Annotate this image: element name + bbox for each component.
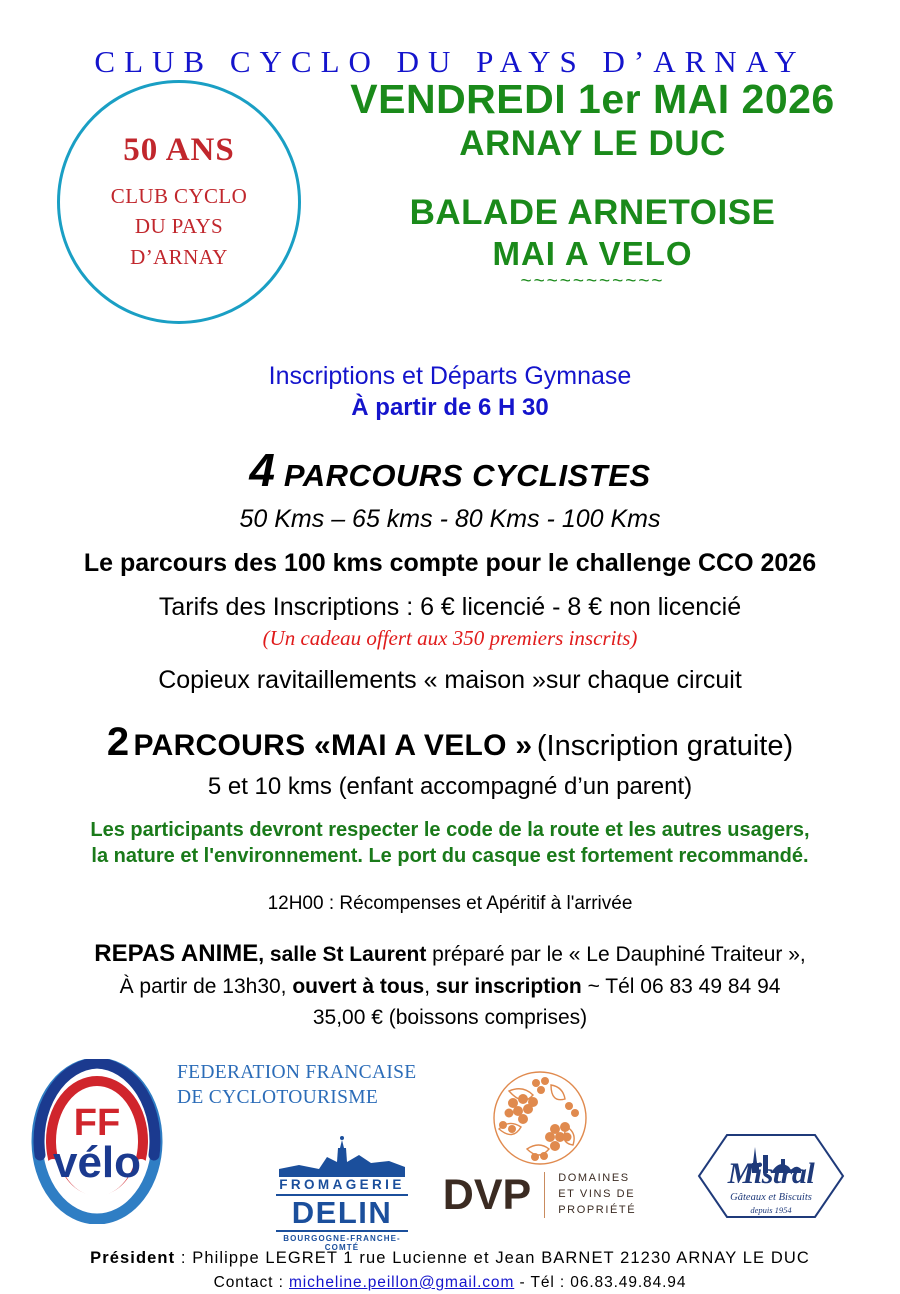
meal-price: 35,00 € (boissons comprises)	[312, 1005, 588, 1029]
mai-a-velo-count: 2	[106, 719, 130, 764]
dvp-tagline	[558, 1171, 636, 1219]
meal-comma: ,	[424, 975, 436, 999]
safety-rules-line-2: la nature et l'environnement. Le port du casque est fortement recommandé.	[91, 844, 809, 867]
footer-contact-line	[0, 1271, 900, 1294]
meal-info	[14, 937, 886, 1033]
meal-time: À partir de 13h30,	[119, 975, 293, 999]
event-subname: MAI A VELO	[492, 234, 693, 272]
delin-building-icon	[279, 1135, 405, 1177]
headline-block	[285, 77, 900, 291]
dvp-grapes-icon	[479, 1069, 601, 1167]
ffvelo-icon	[30, 1059, 165, 1224]
meal-open: ouvert à tous	[292, 975, 425, 999]
ffvelo-logo	[30, 1059, 165, 1224]
federation-name	[177, 1061, 416, 1111]
contact-phone: - Tél : 06.83.49.84.94	[514, 1273, 687, 1291]
dvp-divider	[544, 1172, 545, 1218]
anniversary-badge	[57, 80, 301, 324]
mistral-logo	[697, 1133, 845, 1219]
meal-line-1	[14, 937, 886, 972]
mistral-name: Mistral	[727, 1157, 815, 1191]
cyclist-routes-heading	[14, 443, 886, 496]
contact-label: Contact :	[213, 1273, 289, 1291]
badge-line-2: DU PAYS	[134, 214, 224, 239]
president-details: : Philippe LEGRET 1 rue Lucienne et Jean BARNET 21230 ARNAY LE DUC	[175, 1249, 810, 1268]
footer-president-line	[0, 1246, 900, 1271]
dvp-mark: DVP	[442, 1170, 532, 1219]
president-label: Président	[90, 1249, 176, 1268]
mai-a-velo-free: (Inscription gratuite)	[536, 729, 794, 762]
safety-rules-line-1: Les participants devront respecter le code de la route et les autres usagers,	[90, 818, 810, 841]
hero-section	[0, 77, 900, 347]
registration-fees: Tarifs des Inscriptions : 6 € licencié - 8 € non licencié	[158, 592, 742, 621]
poster-footer	[0, 1246, 900, 1294]
meal-signup: sur inscription	[435, 975, 582, 999]
delin-top-text: FROMAGERIE	[279, 1177, 405, 1193]
meal-title: REPAS ANIME	[94, 940, 259, 968]
mistral-year: depuis 1954	[750, 1204, 792, 1215]
dvp-tagline-line-2: ET VINS DE	[558, 1188, 636, 1201]
badge-line-1: CLUB CYCLO	[110, 183, 248, 208]
mai-a-velo-heading	[14, 720, 886, 764]
mistral-tagline	[697, 1191, 845, 1216]
mai-a-velo-label: PARCOURS «MAI A VELO »	[133, 728, 533, 762]
dvp-tagline-line-1: DOMAINES	[558, 1172, 630, 1185]
meal-line-2	[14, 972, 886, 1002]
poster-body	[0, 361, 900, 1033]
badge-line-3: D’ARNAY	[130, 244, 228, 269]
cyclist-routes-count: 4	[249, 443, 275, 496]
meal-caterer: préparé par le « Le Dauphiné Traiteur »,	[426, 943, 806, 967]
awards-time: 12H00 : Récompenses et Apéritif à l'arrivée	[267, 892, 633, 914]
event-name: BALADE ARNETOISE	[409, 193, 776, 233]
sponsor-logos-row	[0, 1047, 900, 1252]
meal-phone: ~ Tél 06 83 49 84 94	[581, 975, 781, 999]
challenge-note: Le parcours des 100 kms compte pour le challenge CCO 2026	[83, 548, 817, 577]
registration-location: Inscriptions et Départs Gymnase	[268, 362, 632, 390]
event-date: VENDREDI 1er MAI 2026	[350, 76, 835, 122]
contact-email-link[interactable]: micheline.peillon@gmail.com	[289, 1273, 515, 1291]
cyclist-routes-label: PARCOURS CYCLISTES	[283, 457, 651, 493]
gift-note: (Un cadeau offert aux 350 premiers inscrits)	[262, 625, 638, 650]
dvp-wordmark-row	[437, 1171, 642, 1219]
mai-a-velo-distances: 5 et 10 kms (enfant accompagné d’un parent)	[207, 772, 693, 800]
event-city: ARNAY LE DUC	[459, 123, 726, 163]
refreshments-note: Copieux ravitaillements « maison »sur chaque circuit	[158, 665, 742, 694]
cyclist-routes-distances: 50 Kms – 65 kms - 80 Kms - 100 Kms	[239, 504, 661, 533]
delin-region: BOURGOGNE-FRANCHE-COMTÉ	[283, 1233, 401, 1252]
federation-line-2: DE CYCLOTOURISME	[177, 1087, 379, 1109]
club-header-title: CLUB CYCLO DU PAYS D’ARNAY	[94, 44, 806, 79]
badge-title: 50 ANS	[123, 131, 235, 168]
dvp-logo	[437, 1069, 642, 1219]
wave-divider: ~~~~~~~~~~~	[520, 270, 665, 292]
delin-logo	[276, 1135, 408, 1252]
delin-name: DELIN	[276, 1194, 408, 1232]
registration-time: À partir de 6 H 30	[351, 394, 549, 422]
meal-hall: , salle St Laurent	[258, 943, 427, 967]
dvp-tagline-line-3: PROPRIÉTÉ	[558, 1203, 637, 1216]
svg-text:FF: FF	[73, 1102, 121, 1145]
mistral-tagline-text: Gâteaux et Biscuits	[730, 1192, 812, 1204]
safety-rules	[14, 817, 886, 869]
federation-line-1: FEDERATION FRANCAISE	[177, 1062, 417, 1084]
svg-text:vélo: vélo	[52, 1138, 142, 1188]
